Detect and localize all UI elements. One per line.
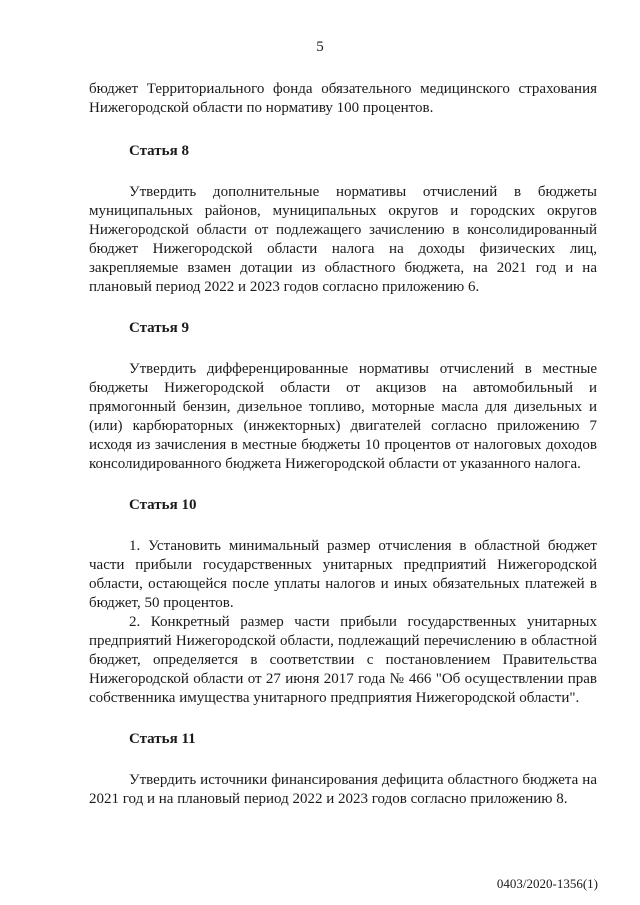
article-10-heading: Статья 10 (129, 497, 197, 513)
article-10-paragraph-2: 2. Конкретный размер части прибыли государственных унитарных предприятий Нижегородской области, подлежащий перечислению в областной бюджет, определяется в соответствии с постановлением Правительства Нижегородской области от 27 июня 2017 года № 466 "Об осуществлении прав собственника имущества унитарного предприятия Нижегородской области". (89, 614, 597, 706)
article-8-heading: Статья 8 (129, 143, 189, 159)
document-body (89, 80, 597, 809)
paragraph-continuation: бюджет Территориального фонда обязательного медицинского страхования Нижегородской области по нормативу 100 процентов. (89, 81, 597, 116)
article-9-heading: Статья 9 (129, 320, 189, 336)
page-number: 5 (316, 39, 324, 55)
article-11-heading: Статья 11 (129, 731, 196, 747)
article-11-paragraph: Утвердить источники финансирования дефицита областного бюджета на 2021 год и на плановый период 2022 и 2023 годов согласно приложению 8. (89, 772, 597, 807)
article-9-paragraph: Утвердить дифференцированные нормативы отчислений в местные бюджеты Нижегородской области от акцизов на автомобильный и прямогонный бензин, дизельное топливо, моторные масла для дизельных и (или) карбюраторных (инжекторных) двигателей согласно приложению 7 исходя из зачисления в местные бюджеты 10 процентов от налоговых доходов консолидированного бюджета Нижегородской области от указанного налога. (89, 361, 597, 472)
document-code: 0403/2020-1356(1) (496, 876, 598, 891)
article-10-paragraph-1: 1. Установить минимальный размер отчисления в областной бюджет части прибыли государственных унитарных предприятий Нижегородской области, остающейся после уплаты налогов и иных обязательных платежей в бюджет, 50 процентов. (89, 538, 597, 611)
article-8-paragraph: Утвердить дополнительные нормативы отчислений в бюджеты муниципальных районов, муниципальных округов и городских округов Нижегородской области от подлежащего зачислению в консолидированный бюджет Нижегородской области налога на доходы физических лиц, закрепляемые взамен дотации из областного бюджета, на 2021 год и на плановый период 2022 и 2023 годов согласно приложению 6. (89, 184, 597, 295)
